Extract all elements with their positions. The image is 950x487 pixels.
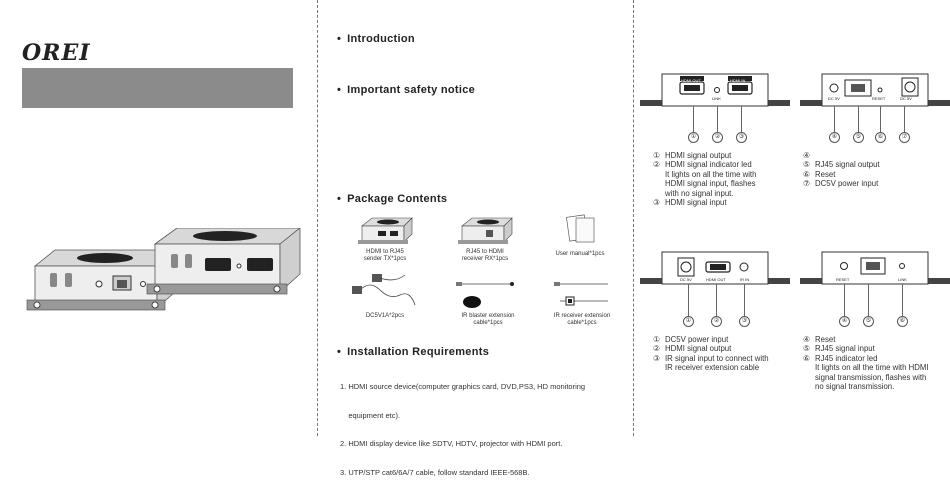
callout-tx-front-3: ③ [736,132,747,143]
package-icons [340,212,630,317]
rx-back-description: ④ Reset ⑤ RJ45 signal input ⑥ RJ45 indicator led It lights on all the time with HDMI signal transmission, flashes with no signal transmission. [803,335,950,391]
fold-line-left [317,0,318,436]
receiver-unit-image [27,250,175,310]
rx-back-item-5: ⑤ RJ45 signal input [803,344,875,354]
tx-front-panel [640,74,790,106]
rx-front-item-2: ② HDMI signal output [653,344,732,354]
package-label-adapter: DC5V1A*2pcs [365,313,405,319]
tx-front-hdmi-in-label: HDMI IN [730,78,746,83]
tx-back-reset-label: RESET [872,96,886,101]
callout-rx-back-5: ⑤ [863,316,874,327]
callout-rx-back-4: ④ [839,316,850,327]
title-banner [22,68,293,108]
rx-front-hdmi-out-label: HDMI OUT [706,277,726,282]
package-label-ir-blaster: IR blaster extension cable*1pcs [461,313,515,326]
tx-front-hdmi-out-label: HDMI OUT [681,78,701,83]
heading-safety: • Important safety notice [337,84,475,96]
heading-introduction: • Introduction [337,33,415,45]
logo-text: OREI [22,40,91,66]
rx-front-dc-label: DC 5V [680,277,692,282]
rx-back-item-4: ④ Reset [803,335,836,344]
callout-rx-front-2: ② [711,316,722,327]
fold-line-right [633,0,634,436]
product-illustration [25,228,305,338]
rx-front-item-3: ③ IR signal input to connect with [653,353,769,363]
heading-package: • Package Contents [337,193,447,205]
install-requirements-list [340,363,630,487]
tx-back-dc-label: DC 5V [828,96,840,101]
sender-tx-icon [358,218,412,244]
callout-rx-front-1: ① [683,316,694,327]
package-label-ir-receiver: IR receiver extension cable*1pcs [553,313,611,326]
tx-front-link-label: LINK [712,96,721,101]
tx-back-item-5: ⑤ RJ45 signal output [803,160,880,170]
brand-logo [22,40,91,66]
rx-back-item-6: ⑥ RJ45 indicator led [803,353,878,363]
callout-tx-back-7: ⑦ [899,132,910,143]
tx-back-item-6: ⑥ Reset [803,169,836,179]
tx-back-description [803,151,943,189]
callout-tx-front-2: ② [712,132,723,143]
tx-back-item-4: ④ [803,151,810,160]
rx-back-panel [800,252,950,284]
callout-rx-front-3: ③ [739,316,750,327]
callout-rx-back-6: ⑥ [897,316,908,327]
tx-front-item-1: ① HDMI signal output [653,151,732,160]
tx-front-item-3: ③ HDMI signal input [653,198,727,208]
ir-blaster-cable-icon [456,282,514,308]
rx-front-ir-in-label: IR IN [740,277,750,282]
rx-back-link-label: LINK [898,277,907,282]
rx-front-description: ① DC5V power input ② HDMI signal output ③ IR signal input to connect with IR receiver extension cable [653,335,798,373]
install-line-1: 1. HDMI source device(computer graphics card, DVD,PS3, HD monitoring [340,382,586,391]
package-label-manual: User manual*1pcs [555,251,605,257]
tx-back-panel [800,74,950,106]
sender-unit-image [147,228,300,294]
callout-tx-back-5: ⑤ [853,132,864,143]
user-manual-icon [566,215,594,242]
tx-back-item-7: ⑦ DC5V power input [803,179,879,189]
heading-install: • Installation Requirements [337,346,489,358]
tx-back-power-label: DC 5V [900,96,912,101]
tx-front-description: ① HDMI signal output ② HDMI signal indicator led It lights on all the time with HDMI signal input, flashes with no signal input. ③ HDMI signal input [653,151,793,207]
callout-tx-back-4: ④ [829,132,840,143]
ir-receiver-cable-icon [554,282,608,305]
power-adapter-icon [352,274,415,305]
package-label-tx: HDMI to RJ45 sender TX*1pcs [363,249,407,262]
install-line-2: equipment etc). [340,410,401,420]
callout-tx-back-6: ⑥ [875,132,886,143]
install-line-3: 2. HDMI display device like SDTV, HDTV, projector with HDMI port. [340,439,563,448]
tx-front-item-2: ② HDMI signal indicator led [653,160,752,170]
rx-back-reset-label: RESET [836,277,850,282]
callout-tx-front-1: ① [688,132,699,143]
install-line-4: 3. UTP/STP cat6/6A/7 cable, follow standard IEEE-568B. [340,467,530,477]
package-label-rx: RJ45 to HDMI receiver RX*1pcs [461,249,509,262]
receiver-rx-icon [458,218,512,244]
rx-front-item-1: ① DC5V power input [653,335,729,344]
